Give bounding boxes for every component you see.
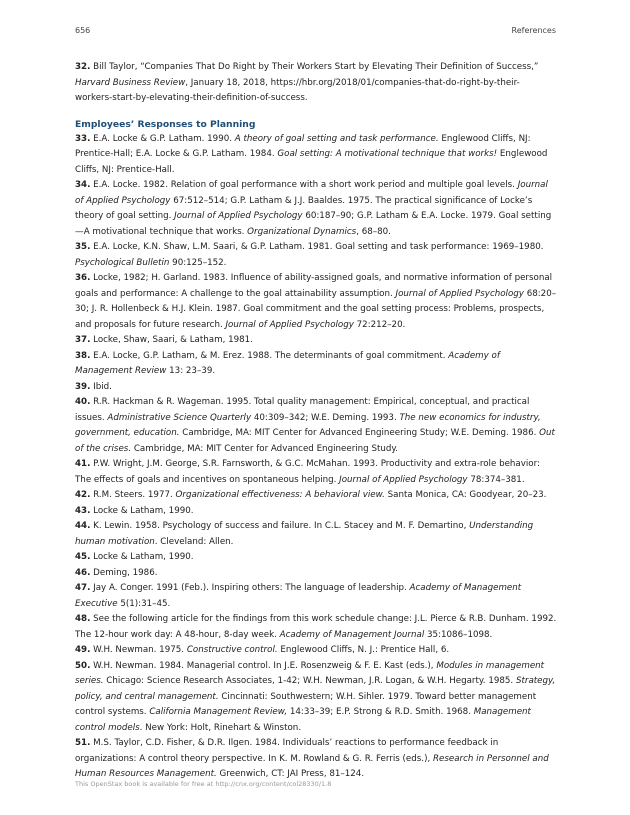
reference-title-italic: Organizational Dynamics	[247, 226, 357, 237]
reference-title-italic: Academy of Management Executive	[75, 583, 522, 609]
reference-text: 78:374–381.	[467, 474, 525, 485]
reference-title-italic: Organizational effectiveness: A behavioral view.	[175, 490, 385, 500]
reference-entry	[75, 240, 557, 271]
reference-text: Englewood Cliffs, NJ: Prentice-Hall; E.A. Locke & G.P. Latham. 1984.	[75, 133, 531, 159]
reference-text: 72:212–20.	[353, 319, 406, 330]
reference-title-italic: Academy of Management Journal	[279, 629, 425, 640]
reference-title-italic: The new economics for industry, government, education.	[75, 412, 541, 438]
reference-number: 43.	[75, 505, 91, 516]
reference-entry	[75, 349, 557, 380]
reference-number: 35.	[75, 242, 91, 252]
reference-text: , January 18, 2018, https://hbr.org/2018/01/companies-that-do-right-by-their-workers-start-by-elevating-their-definition-of-success.	[75, 77, 520, 103]
reference-entry	[75, 271, 557, 333]
reference-entry	[75, 643, 557, 659]
reference-text: , 68–80.	[356, 226, 391, 237]
reference-text: Englewood Cliffs, N. J.: Prentice Hall, 6.	[277, 645, 450, 655]
reference-title-italic: Administrative Science Quarterly	[107, 412, 252, 423]
reference-number: 32.	[75, 62, 91, 72]
reference-title-italic: Out of the crises.	[75, 428, 555, 454]
reference-number: 41.	[75, 459, 91, 469]
reference-number: 45.	[75, 552, 91, 562]
reference-title-italic: California Management Review,	[149, 707, 288, 717]
reference-text: 14:33–39; E.P. Strong & R.D. Smith. 1968.	[287, 707, 474, 717]
reference-entry	[75, 457, 557, 488]
reference-text: R.R. Hackman & R. Wageman. 1995. Total quality management: Empirical, conceptual, and practical issues.	[75, 397, 530, 423]
reference-text: . New York: Holt, Rinehart & Winston.	[139, 722, 302, 733]
section-heading: Employees’ Responses to Planning	[75, 118, 256, 130]
reference-text: Ibid.	[93, 381, 112, 392]
reference-number: 37.	[75, 335, 91, 345]
reference-text: Chicago: Science Research Associates, 1-42; W.H. Newman, J.R. Logan, & W.H. Hegarty. 1985.	[103, 676, 516, 686]
reference-text: Deming, 1986.	[93, 567, 158, 578]
reference-text: M.S. Taylor, C.D. Fisher, & D.R. Ilgen. 1984. Individuals’ reactions to performance feedback in organizations: A control theory perspective. In K. M. Rowland & G. R. Ferris (eds.),	[75, 738, 499, 764]
reference-entry	[75, 132, 557, 179]
reference-text: Jay A. Conger. 1991 (Feb.). Inspiring others: The language of leadership.	[93, 583, 410, 593]
reference-title-italic: Journal of Applied Psychology	[225, 319, 354, 330]
reference-text: 68:20–30; J. R. Hollenbeck & H.J. Klein. 1987. Goal commitment and the goal setting process: Problems, prospects, and proposals for future research.	[75, 288, 557, 330]
reference-text: Cincinnati: Southwestern; W.H. Sihler. 1979. Toward better management control systems.	[75, 691, 537, 717]
reference-text: . Cleveland: Allen.	[154, 536, 234, 547]
reference-number: 51.	[75, 738, 91, 748]
reference-text: Greenwich, CT: JAI Press, 81–124.	[216, 769, 365, 779]
running-title: References	[511, 26, 556, 35]
reference-number: 40.	[75, 397, 91, 407]
reference-entry	[75, 736, 557, 783]
reference-text: Locke & Latham, 1990.	[93, 552, 194, 562]
reference-number: 42.	[75, 490, 91, 500]
reference-text: E.A. Locke. 1982. Relation of goal performance with a short work period and multiple goal levels.	[93, 180, 518, 190]
reference-text: Santa Monica, CA: Goodyear, 20–23.	[384, 490, 547, 500]
reference-number: 46.	[75, 567, 91, 578]
reference-number: 34.	[75, 180, 91, 190]
reference-number: 38.	[75, 350, 91, 361]
reference-title-italic: Journal of Applied Psychology	[395, 288, 524, 299]
reference-number: 48.	[75, 614, 91, 624]
page-number: 656	[75, 26, 91, 35]
reference-text: Bill Taylor, “Companies That Do Right by Their Workers Start by Elevating Their Definition of Success,”	[93, 62, 539, 72]
reference-title-italic: Journal of Applied Psychology	[75, 180, 548, 206]
reference-text: E.A. Locke, K.N. Shaw, L.M. Saari, & G.P. Latham. 1981. Goal setting and task performance: 1969–1980.	[93, 242, 544, 252]
reference-entry	[75, 612, 557, 643]
reference-entry	[75, 60, 557, 107]
reference-title-italic: Psychological Bulletin	[75, 257, 170, 268]
reference-text: See the following article for the findings from this work schedule change: J.L. Pierce & R.B. Dunham. 1992. The 12-hour work day: A 48-hour, 8-day week.	[75, 614, 557, 640]
reference-text: 40:309–342; W.E. Deming. 1993.	[251, 412, 400, 423]
reference-text: 67:512–514; G.P. Latham & J.J. Baaldes. 1975. The practical significance of Locke’s theory of goal setting.	[75, 195, 533, 221]
reference-title-italic: Journal of Applied Psychology	[339, 474, 468, 485]
reference-entry	[75, 380, 557, 396]
reference-text: Englewood Cliffs, NJ: Prentice-Hall.	[75, 149, 548, 175]
reference-title-italic: Journal of Applied Psychology	[174, 211, 303, 221]
reference-title-italic: Understanding human motivation	[75, 521, 534, 547]
reference-text: W.H. Newman. 1984. Managerial control. In J.E. Rosenzweig & F. E. Kast (eds.),	[93, 660, 437, 671]
reference-text: E.A. Locke & G.P. Latham. 1990.	[93, 133, 235, 144]
reference-title-italic: Harvard Business Review	[75, 77, 186, 88]
reference-entry	[75, 504, 557, 520]
reference-text: E.A. Locke, G.P. Latham, & M. Erez. 1988. The determinants of goal commitment.	[93, 350, 449, 361]
reference-title-italic: Modules in management series.	[75, 660, 545, 686]
reference-entry	[75, 550, 557, 566]
reference-title-italic: Strategy, policy, and central management.	[75, 676, 556, 702]
reference-title-italic: Management control models	[75, 707, 531, 733]
reference-text: W.H. Newman. 1975.	[93, 645, 187, 655]
reference-title-italic: Goal setting: A motivational technique that works!	[277, 149, 498, 159]
reference-text: 35:1086–1098.	[424, 629, 493, 640]
reference-number: 47.	[75, 583, 91, 593]
reference-number: 44.	[75, 521, 91, 531]
reference-title-italic: Research in Personnel and Human Resources Management.	[75, 753, 549, 779]
reference-number: 39.	[75, 381, 91, 392]
reference-title-italic: Constructive control.	[186, 645, 278, 655]
reference-number: 33.	[75, 133, 91, 144]
reference-entry	[75, 581, 557, 612]
reference-text: Cambridge, MA: MIT Center for Advanced Engineering Study; W.E. Deming. 1986.	[179, 428, 540, 438]
reference-number: 36.	[75, 273, 91, 283]
reference-title-italic: Academy of Management Review	[75, 350, 500, 376]
reference-entry	[75, 519, 557, 550]
reference-text: Locke & Latham, 1990.	[93, 505, 194, 516]
reference-text: K. Lewin. 1958. Psychology of success and failure. In C.L. Stacey and M. F. Demartino,	[93, 521, 470, 531]
reference-entry	[75, 333, 557, 349]
reference-entry	[75, 178, 557, 240]
reference-text: Cambridge, MA: MIT Center for Advanced Engineering Study.	[131, 443, 399, 454]
reference-entry	[75, 659, 557, 737]
reference-text: R.M. Steers. 1977.	[93, 490, 176, 500]
reference-group-rest	[75, 132, 557, 783]
reference-number: 50.	[75, 660, 91, 671]
reference-text: 13: 23–39.	[166, 366, 216, 376]
reference-text: Locke, 1982; H. Garland. 1983. Influence of ability-assigned goals, and normative information of personal goals and performance: A challenge to the goal attainability assumption.	[75, 273, 553, 299]
reference-text: 5(1):31–45.	[117, 598, 171, 609]
reference-number: 49.	[75, 645, 91, 655]
reference-list	[75, 60, 557, 783]
reference-title-italic: A theory of goal setting and task performance.	[234, 133, 439, 144]
reference-entry	[75, 566, 557, 582]
reference-text: 60:187–90; G.P. Latham & E.A. Locke. 1979. Goal setting—A motivational technique that works.	[75, 211, 552, 237]
reference-text: P.W. Wright, J.M. George, S.R. Farnsworth, & G.C. McMahan. 1993. Productivity and extra-role behavior: The effects of goals and incentives on spontaneous helping.	[75, 459, 540, 485]
reference-entry	[75, 395, 557, 457]
reference-text: 90:125–152.	[169, 257, 227, 268]
reference-text: Locke, Shaw, Saari, & Latham, 1981.	[93, 335, 253, 345]
page-header	[75, 26, 556, 38]
reference-group-first	[75, 60, 557, 107]
footer-note: This OpenStax book is available for free at http://cnx.org/content/col28330/1.8	[75, 780, 332, 788]
reference-entry	[75, 488, 557, 504]
